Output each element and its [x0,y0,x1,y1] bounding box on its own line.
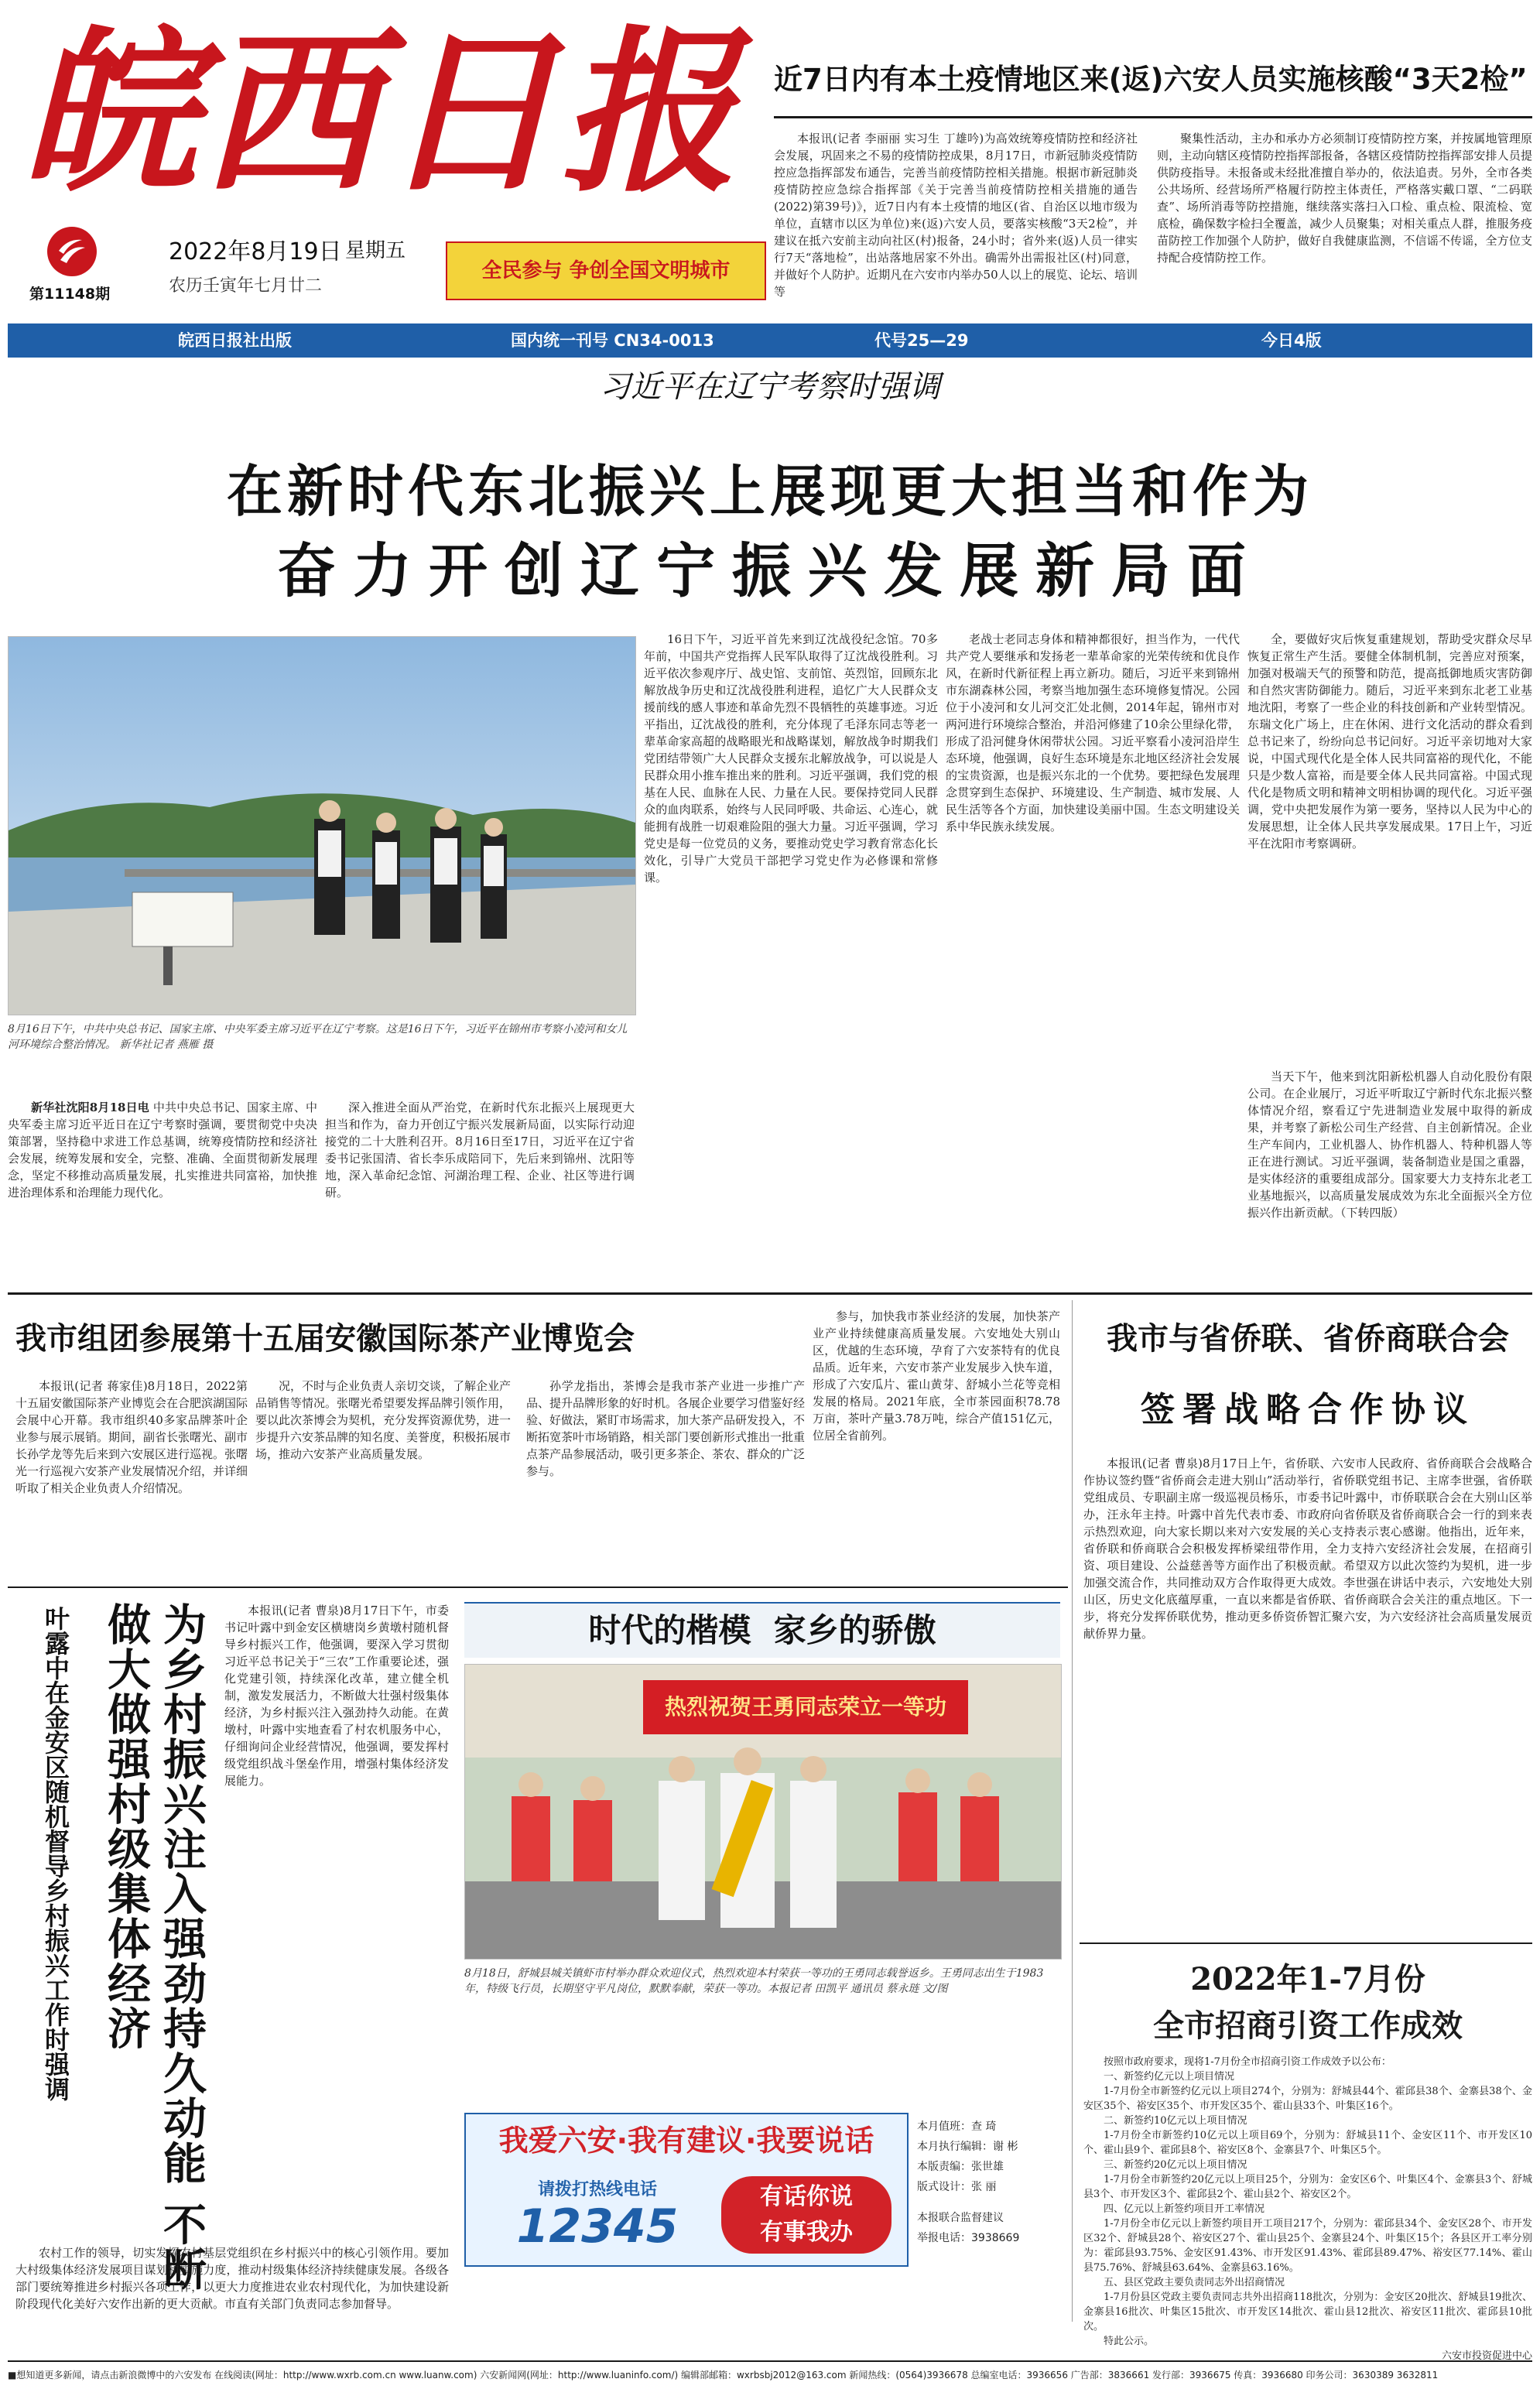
invest-item: 二、新签约10亿元以上项目情况 [1104,2115,1247,2127]
rural-body1 [224,1602,449,2237]
role-model-caption-text: 8月18日，舒城县城关镇虾市村举办群众欢迎仪式，热烈欢迎本村荣获一等功的王勇同志载誉返乡。王勇同志出生于1983年，特级飞行员，长期坚守平凡岗位，默默奉献，荣获一等功。本报记者 田凯平 通讯员 蔡永琏 文/图 [464,1967,1044,1995]
invest-item: 1-7月份县区党政主要负责同志共外出招商118批次，分别为：金安区20批次、舒城县19批次、金寨县16批次、叶集区15批次、市开发区14批次、霍山县12批次、裕安区11批次、霍邱县10批次。 [1083,2292,1532,2333]
tea-expo-col1-text: 本报讯(记者 蒋家佳)8月18日，2022第十五届安徽国际茶产业博览会在合肥滨湖国际会展中心开幕。我市组织40多家品牌茶叶企业参与展示展销。期间，副省长张曙光、副市长孙学龙等先后来到六安展区进行巡视。张曙光一行巡视六安茶产业发展情况介绍，并详细听取了相关企业负责人介绍情况。 [15,1379,248,1495]
date: 2022年8月19日 [169,238,342,265]
role-model-caption [464,1966,1060,2062]
hotline-ad-call: 请拨打热线电话 [537,2180,657,2199]
tea-expo-col3 [526,1378,805,1579]
publisher-bar [8,323,1532,358]
lead-photo-image [9,637,635,1015]
invest-item: 1-7月份全市亿元以上新签约项目开工项目217个，分别为：霍邱县34个、金安区28个、市开发区32个、舒城县28个、裕安区27个、霍山县25个、金寨县24个、叶集区15个；各县区开工率分别为：霍邱县93.75%、金安区91.43%、市开发区91.43%、霍邱县89.47%、裕安区77.14%、霍山县75.76%、舒城县63.64%、金寨县63.16%。 [1083,2218,1532,2274]
divider [8,1586,1068,1588]
editor-line: 本月执行编辑：谢 彬 [917,2141,1018,2153]
rural-body1-text: 本报讯(记者 曹泉)8月17日下午，市委书记叶露中到金安区横塘岗乡黄墩村随机督导乡村振兴工作，他强调，要深入学习贯彻习近平总书记关于“三农”工作重要论述，强化党建引领，持续深化改革，建立健全机制，激发发展活力，不断做大壮强村级集体经济，为乡村振兴注入强劲持久动能。在黄墩村，叶露中实地查看了村农机服务中心，仔细询问企业经营情况，他强调，要发挥村级党组织战斗堡垒作用，增强村集体经济发展能力。 [224,1604,449,1788]
invest-item: 特此公示。 [1104,2336,1155,2347]
tea-expo-headline: 我市组团参展第十五届安徽国际茶产业博览会 [15,1321,635,1357]
lead-col-b [325,1099,635,1277]
divider [8,1292,1532,1295]
top-news-col1-text: 本报讯(记者 李丽丽 实习生 丁雄吟)为高效统筹疫情防控和经济社会发展，巩固来之不易的疫情防控成果，8月17日，市新冠肺炎疫情防控应急指挥部发布通告，完善当前疫情防控相关措施。根据市新冠肺炎疫情防控应急综合指挥部《关于完善当前疫情防控相关措施的通告(2022)第39号)》，近7日内有本土疫情的地区(省、自治区以地市级为单位，直辖市以区为单位)来(返)六安人员，要落实核酸“3天2检”，并建议在抵六安前主动向社区(村)报备，24小时；省外来(返)人员一律实行7天“落地检”，出站落地居家不外出。确需外出需报社区(村)同意，并做好个人防护。近期凡在六安市内举办50人以上的展览、论坛、培训等 [774,132,1138,299]
masthead-title: 皖西日报 [22,9,740,216]
tea-expo-col2-text: 况，不时与企业负责人亲切交谈，了解企业产品销售等情况。张曙光希望要发挥品牌引领作用，要以此次茶博会为契机，充分发挥资源优势，进一步提升六安茶品牌的知名度、美誉度，积极拓展市场，推动六安茶产业高质量发展。 [255,1379,511,1461]
report-phone: 举报电话：3938669 [917,2232,1020,2244]
lead-headline-1: 在新时代东北振兴上展现更大担当和作为 [226,459,1313,524]
lunar-date: 农历壬寅年七月廿二 [169,276,323,296]
page-count: 今日4版 [1261,331,1322,350]
divider [1080,1942,1532,1944]
lead-col-a [8,1099,317,1277]
weekday: 星期五 [345,239,406,262]
bubble-line1: 有话你说 [760,2183,853,2210]
bubble-line2: 有事我办 [760,2219,853,2246]
footer-text: ■想知道更多新闻，请点击新浪微博中的六安发布 在线阅读(网址：http://www.wxrb.com.cn www.luanw.com) 六安新闻网(网址：http://www.luaninfo.com/) 编辑部邮箱：wxrbsbj2012@163.com 新闻热线：(0564)3936678 总编室电话：3936656 广告部：3836661 发行部：3936675 传真：3936680 印务公司：3630389 3632811 [8,2370,1439,2381]
lead-col-d [946,631,1240,1289]
hotline-ad-phone: 12345 [516,2199,679,2254]
role-model-headline: 时代的楷模 家乡的骄傲 [588,1611,936,1649]
overseas-headline-1: 我市与省侨联、省侨商联合会 [1107,1321,1509,1357]
tea-expo-col1 [15,1378,248,1579]
lead-photo-caption-text: 8月16日下午，中共中央总书记、国家主席、中央军委主席习近平在辽宁考察。这是16日下午，习近平在锦州市考察小凌河和女儿河环境综合整治情况。 新华社记者 燕雁 摄 [8,1023,628,1051]
lead-col-e [1247,631,1532,1064]
lead-col-a-text: 中共中央总书记、国家主席、中央军委主席习近平近日在辽宁考察时强调，要贯彻党中央决策部署，坚持稳中求进工作总基调，统筹疫情防控和经济社会发展，统筹发展和安全，完整、准确、全面贯彻新发展理念，坚定不移推动高质量发展，扎实推进共同富裕，加快推进治理体系和治理能力现代化。 [8,1100,317,1200]
top-news-col2 [1157,130,1532,320]
lead-kicker: 习近平在辽宁考察时强调 [600,369,940,405]
role-model-photo [464,1664,1062,1960]
invest-item: 三、新签约20亿元以上项目情况 [1104,2159,1247,2171]
lead-headline-2: 奋力开创辽宁振兴发展新局面 [277,536,1263,605]
rural-kicker: 叶露中在金安区随机督导乡村振兴工作时强调 [41,1606,70,2101]
invest-item: 一、新签约亿元以上项目情况 [1104,2071,1235,2083]
lead-col-f [1247,1068,1532,1285]
invest-item: 1-7月份全市新签约亿元以上项目274个，分别为：舒城县44个、霍邱县38个、金寨县38个、金安区35个、裕安区35个、市开发区35个、霍山县33个、叶集区16个。 [1083,2086,1532,2112]
flame-logo-icon [45,224,99,279]
report-line: 本报联合监督建议 [917,2212,1004,2224]
lead-col-f-text: 当天下午，他来到沈阳新松机器人自动化股份有限公司。在企业展厅，习近平听取辽宁新时代东北振兴整体情况介绍，察看辽宁先进制造业发展中取得的新成果，并考察了新松公司生产经营、自主创新情况。企业生产车间内，工业机器人、协作机器人、特种机器人等正在进行测试。习近平强调，装备制造业是国之重器，是实体经济的重要组成部分。国家要大力支持东北老工业基地振兴，以高质量发展成效为东北全面振兴全方位振兴作出新贡献。（下转四版） [1247,1070,1532,1220]
lead-col-b-text: 深入推进全面从严治党，在新时代东北振兴上展现更大担当和作为，奋力开创辽宁振兴发展新局面，以实际行动迎接党的二十大胜利召开。8月16日至17日，习近平在辽宁省委书记张国清、省长李乐成陪同下，先后来到锦州、沈阳等地，深入革命纪念馆、河湖治理工程、企业、社区等进行调研。 [325,1100,635,1200]
top-news-headline: 近7日内有本土疫情地区来(返)六安人员实施核酸“3天2检” [774,63,1528,96]
hotline-ad [464,2113,909,2267]
lead-dateline: 新华社沈阳8月18日电 [31,1100,149,1114]
lead-col-c-text: 16日下午，习近平首先来到辽沈战役纪念馆。70多年前，中国共产党指挥人民军队取得了辽沈战役胜利。习近平依次参观序厅、战史馆、支前馆、英烈馆，回顾东北解放战争历史和辽沈战役胜利进程，追忆广大人民群众支援前线的感人事迹和革命先烈不畏牺牲的英雄事迹。习近平指出，辽沈战役的胜利，充分体现了毛泽东同志等老一辈革命家高超的战略眼光和战略谋划，解放战争时期我们党团结带领广大人民群众支援东北解放战争，可以说是人民群众用小推车推出来的胜利。习近平强调，我们党的根基在人民、血脉在人民、力量在人民。要保持党同人民群众的血肉联系，始终与人民同呼吸、共命运、心连心，就能拥有战胜一切艰难险阻的强大力量。习近平强调，学习党史是每一位党员的义务，要推动党史学习教育常态化长效化，引导广大党员干部把学习党史作为必修课和常修课。 [644,632,938,885]
civic-slogan-text: 全民参与 争创全国文明城市 [481,259,731,282]
lead-col-c [644,631,938,1289]
tea-expo-col4 [813,1308,1060,1579]
top-news-col2-text: 聚集性活动，主办和承办方必须制订疫情防控方案，并按属地管理原则，主动向辖区疫情防控指挥部报备，各辖区疫情防控指挥部安排人员提供防疫指导。未报备或未经批准擅自举办的，依法追责。另外，全市各类公共场所、经营场所严格履行防控主体责任，严格落实戴口罩、“二码联查”、场所消毒等防控措施，继续落实落扫入口检、重点检、限流检、宽底检，确保数字检扫全覆盖，减少人员聚集；对相关重点人群，推服务疫苗防控工作加强个人防护，做好自我健康监测，不信谣不传谣，全方位支持配合疫情防控工作。 [1157,132,1532,265]
editor-line: 版式设计：张 丽 [917,2181,997,2193]
lead-photo-caption [8,1022,635,1091]
invest-item: 五、县区党政主要负责同志外出招商情况 [1104,2277,1285,2288]
invest-item: 1-7月份全市新签约10亿元以上项目69个，分别为：舒城县11个、金安区11个、市开发区10个、霍山县9个、霍邱县8个、裕安区8个、金寨县7个、叶集区5个。 [1083,2130,1532,2156]
invest-signature: 六安市投资促进中心 [1441,2350,1532,2360]
editors-box [917,2117,1064,2264]
editor-line: 本版责编：张世雄 [917,2161,1004,2173]
invest-item: 1-7月份全市新签约20亿元以上项目25个，分别为：金安区6个、叶集区4个、金寨县3个、舒城县3个、市开发区3个、霍邱县2个、霍山县2个、裕安区2个。 [1083,2174,1532,2200]
tea-expo-col4-text: 参与，加快我市茶业经济的发展，加快茶产业产业持续健康高质量发展。六安地处大别山区，优越的生态环境，孕育了六安茶特有的优良品质。近年来，六安市茶产业发展步入快车道，形成了六安瓜片、霍山黄芽、舒城小兰花等竞相发展的格局。2021年底，全市茶园面积78.78万亩，茶叶产量3.78万吨，综合产值151亿元，位居全省前列。 [813,1309,1060,1443]
invest-headline-2: 全市招商引资工作成效 [1153,2008,1463,2044]
cn-number: 国内统一刊号 CN34-0013 [511,331,714,350]
invest-intro: 按照市政府要求，现将1-7月份全市招商引资工作成效予以公布： [1104,2056,1391,2068]
tea-expo-col2 [255,1378,511,1579]
postal-code: 代号25—29 [874,331,969,350]
overseas-headline-2: 签署战略合作协议 [1141,1390,1475,1429]
rural-headline: 为乡村振兴注入强劲持久动能 不断做大做强村级集体经济 [101,1602,207,2292]
masthead [22,9,765,321]
hotline-ad-slogan: 我爱六安·我有建议·我要说话 [498,2124,874,2158]
overseas-body [1083,1455,1532,1927]
rural-body2 [15,2244,449,2345]
lead-col-e-text: 全，要做好灾后恢复重建规划，帮助受灾群众尽早恢复正常生产生活。要健全体制机制，完善应对预案，加强对极端天气的预警和防范，提高抵御地质灾害防御和自然灾害防御能力。随后，习近平来到东北老工业基地沈阳，考察了一些企业的科技创新和产业转型情况。东瑞文化广场上，庄在休闲、进行文化活动的群众看到总书记来了，纷纷向总书记问好。习近平亲切地对大家说，中国式现代化是全体人民共同富裕的现代化，不能只是少数人富裕，而是要全体人民共同富裕。中国式现代化是物质文明和精神文明相协调的现代化。习近平强调，党中央把发展作为第一要务，坚持以人民为中心的发展思想，让全体人民共享发展成果。17日上午，习近平在沈阳市考察调研。 [1247,632,1532,851]
invest-body [1083,2055,1532,2360]
overseas-body-text: 本报讯(记者 曹泉)8月17日上午，省侨联、六安市人民政府、省侨商联合会战略合作协议签约暨“省侨商会走进大别山”活动举行，省侨联党组书记、主席李世强，省侨联党组成员、专职副主席一级巡视员杨乐，市委书记叶露中，市侨联联合会在大别山区举办，汪永年主持。叶露中首先代表市委、市政府向省侨联及省侨商联合会一行的到来表示热烈欢迎，向大家长期以来对六安发展的关心支持表示衷心感谢。他指出，近年来，省侨联和侨商联合会积极发挥桥梁纽带作用，全力支持六安经济社会发展，在招商引资、项目建设、公益慈善等方面作出了积极贡献。希望双方以此次签约为契机，进一步加强交流合作，共同推动双方合作取得更大成效。李世强在讲话中表示，六安地处大别山区，历史文化底蕴厚重，一直以来都是省侨联、省侨商联合会关注的重点地区。下一步，将充分发挥侨联优势，推动更多侨资侨智汇聚六安，为六安经济社会高质量发展贡献侨界力量。 [1083,1456,1532,1641]
invest-item: 四、亿元以上新签约项目开工率情况 [1104,2203,1265,2215]
role-model-header [464,1602,1060,1658]
footer-bar [8,2360,1532,2390]
top-news-col1 [774,130,1138,320]
speech-bubble [721,2176,891,2254]
tea-expo-col3-text: 孙学龙指出，茶博会是我市茶产业进一步推广产品、提升品牌形象的好时机。各展企业要学习借鉴好经验、好做法，紧盯市场需求，加大茶产品研发投入，不断拓宽茶叶市场销路，相关部门要创新形式推出一批重点茶产品参展活动，吸引更多茶企、茶农、群众的广泛参与。 [526,1379,805,1478]
divider [1072,1300,1073,2322]
divider [774,116,1532,118]
lead-photo [8,636,636,1015]
civic-slogan [446,241,766,300]
rural-body2-text: 农村工作的领导，切实发挥农村基层党组织在乡村振兴中的核心引领作用。要加大村级集体经济发展项目谋划和实施力度，推动村级集体经济持续健康发展。各级各部门要统筹推进乡村振兴各项工作，以更大力度推进农业农村现代化，为加快建设新阶段现代化美好六安作出新的更大贡献。市直有关部门负责同志参加督导。 [15,2246,449,2311]
invest-headline-1: 2022年1-7月份 [1190,1961,1425,1997]
masthead-logo [45,224,99,279]
editor-line: 本月值班：查 琦 [917,2120,997,2133]
role-model-banner: 热烈祝贺王勇同志荣立一等功 [664,1694,946,1720]
lead-col-d-text: 老战士老同志身体和精神都很好，担当作为，一代代共产党人要继承和发扬老一辈革命家的光荣传统和优良作风，在新时代新征程上再立新功。随后，习近平来到锦州市东湖森林公园，考察当地加强生态环境修复情况。公园位于小凌河和女儿河交汇处北侧，2014年起，锦州市对两河进行环境综合整治，并沿河修建了10余公里绿化带，形成了沿河健身休闲带状公园。习近平察看小凌河沿岸生态环境，他强调，良好生态环境是东北地区经济社会发展的宝贵资源，也是振兴东北的一个优势。要把绿色发展理念贯穿到生态保护、环境建设、生产制造、城市发展、人民生活等各个方面，加快建设美丽中国。生态文明建设关系中华民族永续发展。 [946,632,1240,833]
issue-number: 第11148期 [29,286,111,303]
publisher: 皖西日报社出版 [178,331,292,350]
